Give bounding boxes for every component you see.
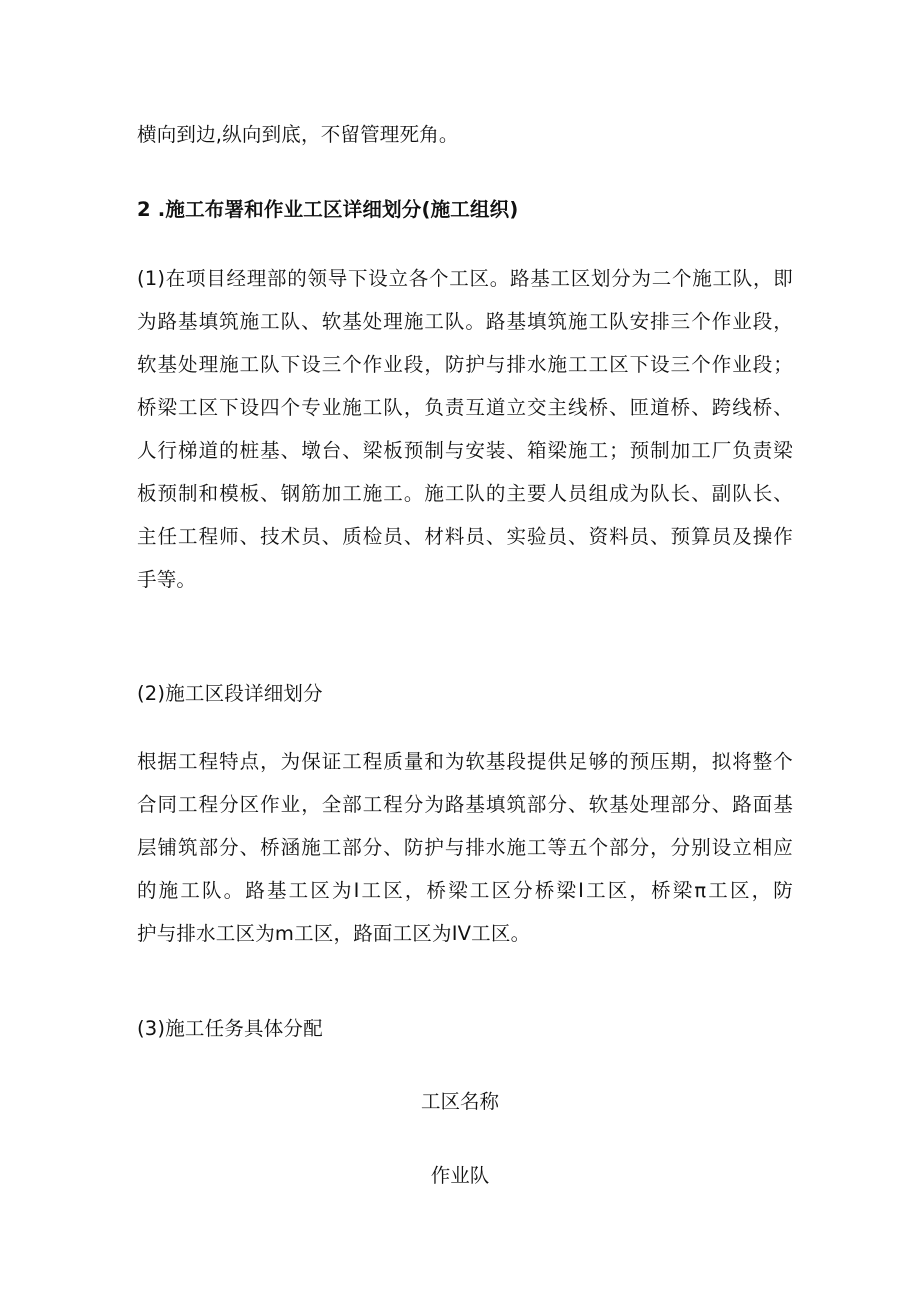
paragraph-line: 手等。 bbox=[137, 568, 197, 591]
subsection-3-title-text: (3)施工任务具体分配 bbox=[137, 1017, 323, 1040]
subsection-2-title bbox=[137, 672, 793, 715]
table-header-team: 作业队 bbox=[430, 1164, 490, 1187]
paragraph-line: 护与排水工区为m工区，路面工区为IV工区。 bbox=[137, 922, 531, 945]
paragraph-line: 板预制和模板、钢筋加工施工。施工队的主要人员组成为队长、副队长、 bbox=[137, 482, 793, 505]
paragraph-line: 桥梁工区下设四个专业施工队，负责互道立交主线桥、匝道桥、跨线桥、 bbox=[137, 396, 793, 419]
paragraph-line: 人行梯道的桩基、墩台、梁板预制与安装、箱梁施工；预制加工厂负责梁 bbox=[137, 439, 793, 462]
paragraph-line: 主任工程师、技术员、质检员、材料员、实验员、资料员、预算员及操作 bbox=[137, 525, 793, 548]
paragraph-line: (1)在项目经理部的领导下设立各个工区。路基工区划分为二个施工队，即 bbox=[137, 267, 793, 290]
paragraph-division bbox=[137, 740, 793, 955]
paragraph-line: 的施工队。路基工区为I工区，桥梁工区分桥梁I工区，桥梁π工区，防 bbox=[137, 879, 793, 902]
subsection-2-title-text: (2)施工区段详细划分 bbox=[137, 682, 323, 705]
paragraph-intro bbox=[137, 113, 793, 156]
section-heading-text: 2 .施工布署和作业工区详细划分(施工组织) bbox=[137, 198, 519, 221]
table-header-zone-name: 工区名称 bbox=[420, 1090, 499, 1113]
subsection-3-title bbox=[137, 1007, 793, 1050]
paragraph-organization bbox=[137, 257, 793, 601]
intro-text: 横向到边,纵向到底，不留管理死角。 bbox=[137, 123, 459, 146]
paragraph-line: 为路基填筑施工队、软基处理施工队。路基填筑施工队安排三个作业段， bbox=[137, 310, 793, 333]
paragraph-line: 根据工程特点，为保证工程质量和为软基段提供足够的预压期，拟将整个 bbox=[137, 750, 793, 773]
section-heading bbox=[137, 188, 793, 231]
paragraph-line: 软基处理施工队下设三个作业段，防护与排水施工工区下设三个作业段； bbox=[137, 353, 793, 376]
paragraph-line: 合同工程分区作业，全部工程分为路基填筑部分、软基处理部分、路面基 bbox=[137, 793, 793, 816]
paragraph-line: 层铺筑部分、桥涵施工部分、防护与排水施工等五个部分，分别设立相应 bbox=[137, 836, 793, 859]
